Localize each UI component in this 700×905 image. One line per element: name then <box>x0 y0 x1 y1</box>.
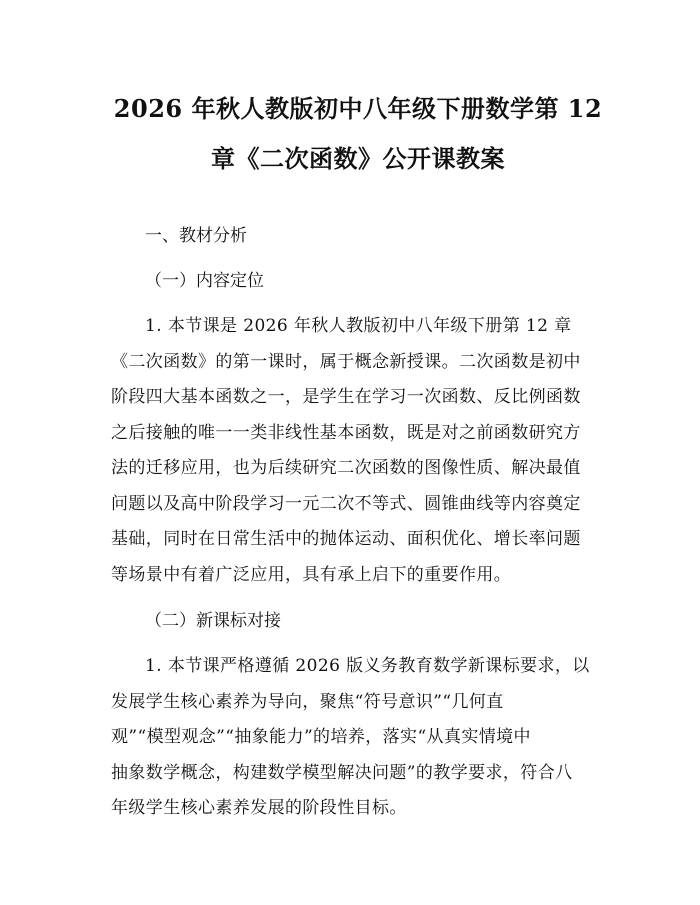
paragraph-line: 等场景中有着广泛应用，具有承上启下的重要作用。 <box>111 564 512 585</box>
paragraph-line: 年级学生核心素养发展的阶段性目标。 <box>111 798 407 818</box>
subsection-heading-curriculum-alignment: （二）新课标对接 <box>145 611 281 631</box>
paragraph-line: 《二次函数》的第一课时，属于概念新授课。二次函数是初中 <box>111 351 581 372</box>
paragraph-line: 1. 本节课是 2026 年秋人教版初中八年级下册第 12 章 <box>145 316 572 336</box>
paragraph-line: 法的迁移应用，也为后续研究二次函数的图像性质、解决最值 <box>111 458 581 478</box>
subsection-heading-content-positioning: （一）内容定位 <box>145 271 264 291</box>
paragraph-line: 抽象数学概念，构建数学模型解决问题”的教学要求，符合八 <box>111 762 573 783</box>
title-line-1: 2026 年秋人教版初中八年级下册数学第 12 <box>113 94 603 123</box>
paragraph-curriculum-alignment <box>111 649 605 827</box>
paragraph-content-positioning <box>111 309 605 593</box>
paragraph-line: 之后接触的唯一一类非线性基本函数，既是对之前函数研究方 <box>111 422 581 443</box>
paragraph-line: 发展学生核心素养为导向，聚焦“符号意识”“几何直 <box>111 691 504 712</box>
paragraph-line: 基础，同时在日常生活中的抛体运动、面积优化、增长率问题 <box>111 529 581 549</box>
title-line-2: 章《二次函数》公开课教案 <box>211 144 505 173</box>
document-title <box>111 84 605 184</box>
section-heading-textbook-analysis: 一、教材分析 <box>145 226 247 246</box>
paragraph-line: 问题以及高中阶段学习一元二次不等式、圆锥曲线等内容奠定 <box>111 493 581 514</box>
paragraph-line: 阶段四大基本函数之一，是学生在学习一次函数、反比例函数 <box>111 387 581 407</box>
paragraph-line: 观”“模型观念”“抽象能力”的培养，落实“从真实情境中 <box>111 727 531 747</box>
paragraph-line: 1. 本节课严格遵循 2026 版义务教育数学新课标要求，以 <box>145 656 590 676</box>
